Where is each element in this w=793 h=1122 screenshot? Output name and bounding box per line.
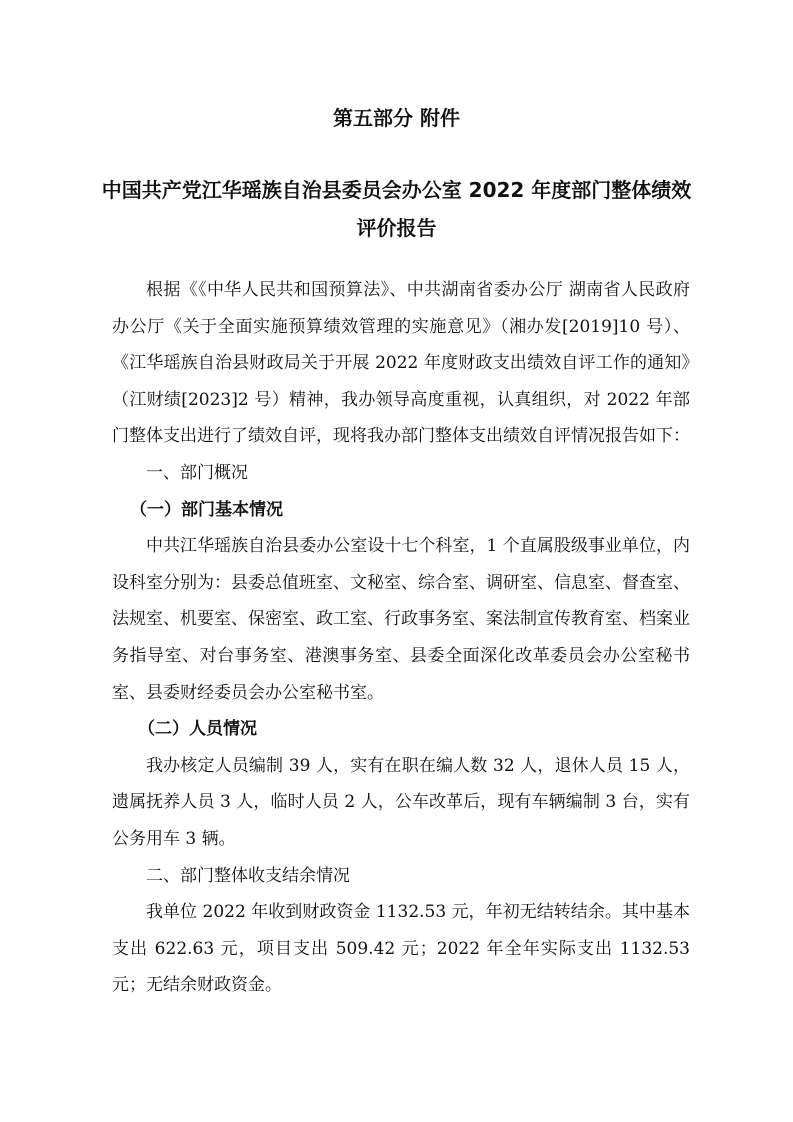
subsection-heading-personnel: （二）人员情况 xyxy=(138,719,257,740)
section-heading-budget: 二、部门整体收支结余情况 xyxy=(146,865,350,886)
basic-info-paragraph: 中共江华瑶族自治县委办公室设十七个科室，1 个直属股级事业单位，内设科室分别为：县委总值班室、文秘室、综合室、调研室、信息室、督查室、法规室、机要室、保密室、政工室、行政事务室、案法制宣传教育室、档案业务指导室、对台事务室、港澳事务室、县委全面深化改革委员会办公室秘书室、县委财经委员会办公室秘书室。 xyxy=(112,536,690,703)
report-title: 中国共产党江华瑶族自治县委员会办公室 2022 年度部门整体绩效评价报告 xyxy=(101,178,692,240)
intro-paragraph: 根据《《中华人民共和国预算法》、中共湖南省委办公厅 湖南省人民政府办公厅《关于全面实施预算绩效管理的实施意见》（湘办发[2019]10 号）、《江华瑶族自治县财政局关于开展 2022 年度财政支出绩效自评工作的通知》（江财绩[2023]2 号）精神，我办领导高度重视，认真组织，对 2022 年部门整体支出进行了绩效自评，现将我办部门整体支出绩效自评情况报告如下： xyxy=(112,280,690,447)
budget-paragraph: 我单位 2022 年收到财政资金 1132.53 元，年初无结转结余。其中基本支出 622.63 元，项目支出 509.42 元；2022 年全年实际支出 1132.53 元；无结余财政资金。 xyxy=(112,902,690,996)
part-title: 第五部分 附件 xyxy=(333,106,460,130)
report-body xyxy=(112,272,690,1004)
subsection-heading-basic-info: （一）部门基本情况 xyxy=(130,499,283,520)
section-heading-overview: 一、部门概况 xyxy=(146,462,248,483)
personnel-paragraph: 我办核定人员编制 39 人，实有在职在编人数 32 人，退休人员 15 人，遗属抚养人员 3 人，临时人员 2 人，公车改革后，现有车辆编制 3 台，实有公务用车 3 辆。 xyxy=(112,755,690,849)
